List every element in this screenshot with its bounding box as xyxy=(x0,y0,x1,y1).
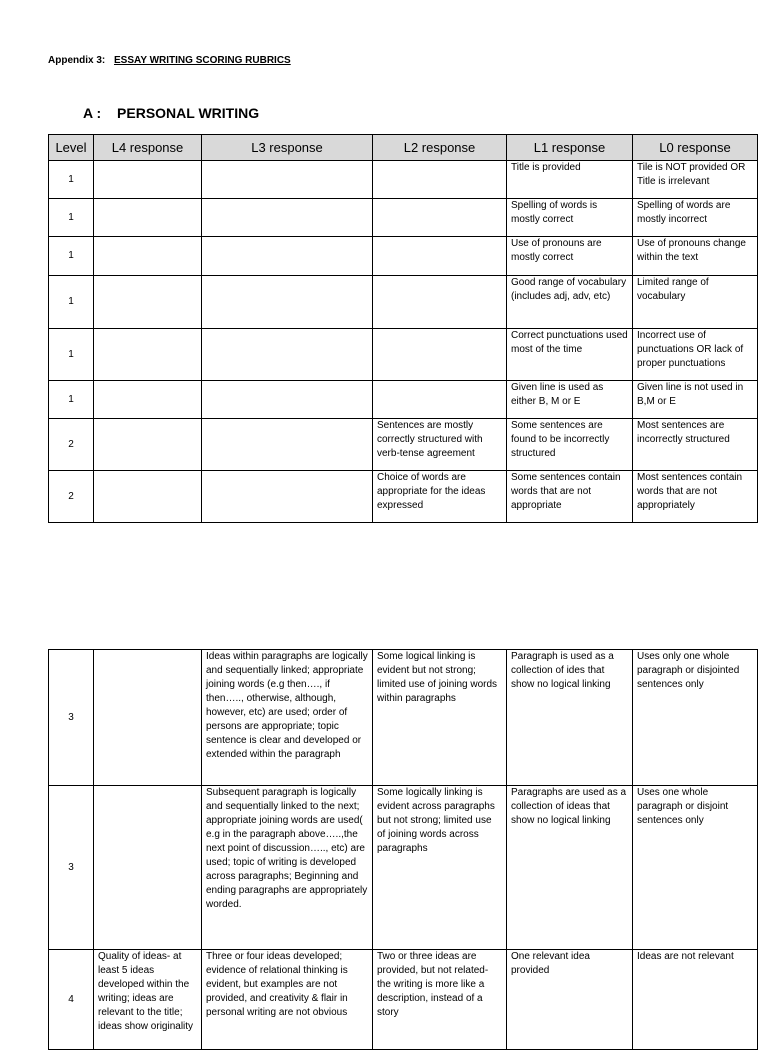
appendix-heading xyxy=(48,55,291,66)
l1-cell: Title is provided xyxy=(507,161,633,199)
l0-cell: Given line is not used in B,M or E xyxy=(633,381,758,419)
table-row xyxy=(49,161,758,199)
l2-cell: Choice of words are appropriate for the ideas expressed xyxy=(373,471,507,523)
l4-cell xyxy=(94,786,202,950)
l4-cell xyxy=(94,381,202,419)
l2-cell: Sentences are mostly correctly structured with verb-tense agreement xyxy=(373,419,507,471)
level-cell: 1 xyxy=(49,276,94,329)
column-header-l2: L2 response xyxy=(373,135,507,161)
appendix-title: ESSAY WRITING SCORING RUBRICS xyxy=(114,55,291,66)
l3-cell: Subsequent paragraph is logically and sequentially linked to the next; appropriate joining words are used( e.g in the paragraph above…..,the next point of discussion….., etc) are used; topic of writing is developed across paragraphs; Beginning and ending paragraphs are appropriately worded. xyxy=(202,786,373,950)
table-header-row xyxy=(49,135,758,161)
l1-cell: One relevant idea provided xyxy=(507,950,633,1050)
section-heading xyxy=(83,105,259,121)
column-header-l3: L3 response xyxy=(202,135,373,161)
l3-cell xyxy=(202,237,373,276)
l4-cell xyxy=(94,471,202,523)
level-cell: 3 xyxy=(49,650,94,786)
l1-cell: Correct punctuations used most of the time xyxy=(507,329,633,381)
l1-cell: Paragraph is used as a collection of ides that show no logical linking xyxy=(507,650,633,786)
l2-cell: Some logical linking is evident but not strong; limited use of joining words within paragraphs xyxy=(373,650,507,786)
table-row xyxy=(49,237,758,276)
l2-cell xyxy=(373,329,507,381)
l0-cell: Most sentences contain words that are not appropriately xyxy=(633,471,758,523)
l2-cell xyxy=(373,199,507,237)
l3-cell: Ideas within paragraphs are logically and sequentially linked; appropriate joining words (e.g then…., if then….., otherwise, although, however, etc) are used; order of persons are appropriate; topic sentence is clear and developed or extended within the paragraph xyxy=(202,650,373,786)
l0-cell: Uses one whole paragraph or disjoint sentences only xyxy=(633,786,758,950)
l1-cell: Some sentences are found to be incorrectly structured xyxy=(507,419,633,471)
l3-cell xyxy=(202,381,373,419)
l0-cell: Use of pronouns change within the text xyxy=(633,237,758,276)
level-cell: 1 xyxy=(49,329,94,381)
l4-cell xyxy=(94,419,202,471)
l1-cell: Use of pronouns are mostly correct xyxy=(507,237,633,276)
table-row xyxy=(49,419,758,471)
l4-cell xyxy=(94,650,202,786)
l4-cell xyxy=(94,161,202,199)
column-header-l0: L0 response xyxy=(633,135,758,161)
l2-cell xyxy=(373,237,507,276)
table-row xyxy=(49,329,758,381)
l0-cell: Incorrect use of punctuations OR lack of proper punctuations xyxy=(633,329,758,381)
l3-cell xyxy=(202,161,373,199)
table-row xyxy=(49,471,758,523)
rubric-table-part2 xyxy=(48,649,758,1050)
l2-cell xyxy=(373,381,507,419)
column-header-l4: L4 response xyxy=(94,135,202,161)
l2-cell xyxy=(373,276,507,329)
level-cell: 1 xyxy=(49,161,94,199)
l4-cell xyxy=(94,199,202,237)
l0-cell: Ideas are not relevant xyxy=(633,950,758,1050)
level-cell: 3 xyxy=(49,786,94,950)
l0-cell: Tile is NOT provided OR Title is irrelevant xyxy=(633,161,758,199)
l0-cell: Limited range of vocabulary xyxy=(633,276,758,329)
l0-cell: Spelling of words are mostly incorrect xyxy=(633,199,758,237)
table-row xyxy=(49,381,758,419)
section-title: PERSONAL WRITING xyxy=(117,105,260,121)
table-row xyxy=(49,276,758,329)
l1-cell: Good range of vocabulary (includes adj, adv, etc) xyxy=(507,276,633,329)
l0-cell: Uses only one whole paragraph or disjointed sentences only xyxy=(633,650,758,786)
level-cell: 4 xyxy=(49,950,94,1050)
l0-cell: Most sentences are incorrectly structured xyxy=(633,419,758,471)
rubric-table-part1 xyxy=(48,134,758,523)
l1-cell: Some sentences contain words that are not appropriate xyxy=(507,471,633,523)
level-cell: 2 xyxy=(49,419,94,471)
l4-cell: Quality of ideas- at least 5 ideas developed within the writing; ideas are relevant to the title; ideas show originality xyxy=(94,950,202,1050)
column-header-l1: L1 response xyxy=(507,135,633,161)
table-row xyxy=(49,786,758,950)
level-cell: 1 xyxy=(49,199,94,237)
l1-cell: Paragraphs are used as a collection of ideas that show no logical linking xyxy=(507,786,633,950)
l2-cell: Some logically linking is evident across paragraphs but not strong; limited use of joining words across paragraphs xyxy=(373,786,507,950)
section-letter: A : xyxy=(83,105,102,121)
l2-cell xyxy=(373,161,507,199)
table-row xyxy=(49,199,758,237)
l4-cell xyxy=(94,276,202,329)
l3-cell: Three or four ideas developed; evidence of relational thinking is evident, but examples are not provided, and creativity & flair in personal writing are not obvious xyxy=(202,950,373,1050)
appendix-label: Appendix 3: xyxy=(48,55,106,66)
level-cell: 1 xyxy=(49,381,94,419)
l1-cell: Spelling of words is mostly correct xyxy=(507,199,633,237)
table-row xyxy=(49,950,758,1050)
l3-cell xyxy=(202,471,373,523)
l4-cell xyxy=(94,237,202,276)
level-cell: 2 xyxy=(49,471,94,523)
table-row xyxy=(49,650,758,786)
l2-cell: Two or three ideas are provided, but not related- the writing is more like a description, instead of a story xyxy=(373,950,507,1050)
l4-cell xyxy=(94,329,202,381)
level-cell: 1 xyxy=(49,237,94,276)
column-header-level: Level xyxy=(49,135,94,161)
l3-cell xyxy=(202,329,373,381)
l3-cell xyxy=(202,199,373,237)
l3-cell xyxy=(202,276,373,329)
l1-cell: Given line is used as either B, M or E xyxy=(507,381,633,419)
l3-cell xyxy=(202,419,373,471)
